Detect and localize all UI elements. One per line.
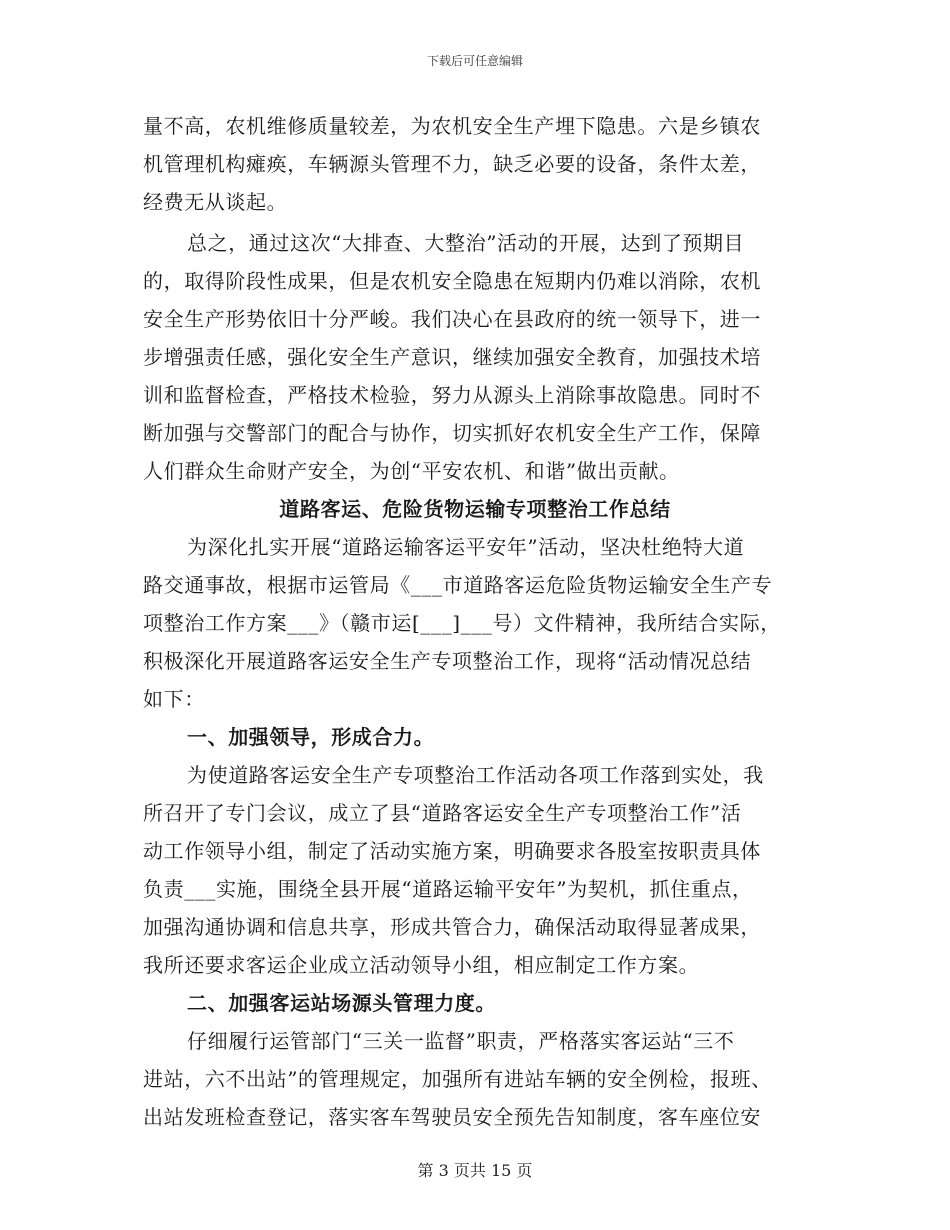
text-line: 人们群众生命财产安全，为创“平安农机、和谐”做出贡献。 — [143, 459, 680, 483]
text-line: 断加强与交警部门的配合与协作，切实抓好农机安全生产工作，保障 — [143, 421, 761, 445]
text-line: 我所还要求客运企业成立活动领导小组，相应制定工作方案。 — [143, 953, 700, 977]
text-line: 机管理机构瘫痪，车辆源头管理不力，缺乏必要的设备，条件太差， — [143, 152, 761, 176]
text-line: 负责___实施，围绕全县开展“道路运输平安年”为契机，抓住重点， — [143, 877, 753, 901]
page-header: 下载后可任意编辑 — [426, 54, 523, 68]
text-line: 所召开了专门会议，成立了县“道路客运安全生产专项整治工作”活 — [143, 801, 742, 825]
paragraph-4 — [143, 759, 807, 987]
text-line: 积极深化开展道路客运安全生产专项整治工作，现将“活动情况总结 — [143, 649, 752, 673]
text-line: 加强沟通协调和信息共享，形成共管合力，确保活动取得显著成果， — [143, 915, 761, 939]
text-line: 出站发班检查登记，落实客车驾驶员安全预先告知制度，客车座位安 — [143, 1105, 761, 1129]
heading-2: 二、加强客运站场源头管理力度。 — [187, 991, 496, 1015]
text-line: 量不高，农机维修质量较差，为农机安全生产埋下隐患。六是乡镇农 — [143, 114, 761, 138]
text-line: 进站，六不出站”的管理规定，加强所有进站车辆的安全例检，报班、 — [143, 1067, 772, 1091]
text-line: 总之，通过这次“大排查、大整治”活动的开展，达到了预期目 — [187, 231, 745, 255]
text-line: 动工作领导小组，制定了活动实施方案，明确要求各股室按职责具体 — [143, 839, 761, 863]
text-line: 经费无从谈起。 — [143, 190, 288, 214]
text-line: 步增强责任感，强化安全生产意识，继续加强安全教育，加强技术培 — [143, 345, 761, 369]
text-line: 为使道路客运安全生产专项整治工作活动各项工作落到实处，我 — [187, 763, 764, 787]
paragraph-1 — [143, 110, 807, 227]
text-line: 如下： — [143, 687, 205, 711]
text-line: 的，取得阶段性成果，但是农机安全隐患在短期内仍难以消除，农机 — [143, 269, 761, 293]
document-body — [143, 110, 807, 1133]
page-footer: 第 3 页共 15 页 — [417, 1161, 533, 1180]
text-line: 项整治工作方案___》（赣市运[___]___号）文件精神，我所结合实际， — [143, 611, 781, 635]
paragraph-2 — [143, 227, 807, 493]
heading-1: 一、加强领导，形成合力。 — [187, 725, 435, 749]
text-line: 安全生产形势依旧十分严峻。我们决心在县政府的统一领导下，进一 — [143, 307, 761, 331]
paragraph-5 — [143, 1025, 807, 1133]
text-line: 训和监督检查，严格技术检验，努力从源头上消除事故隐患。同时不 — [143, 383, 761, 407]
text-line: 为深化扎实开展“道路运输客运平安年”活动，坚决杜绝特大道 — [187, 535, 745, 559]
text-line: 仔细履行运管部门“三关一监督”职责，严格落实客运站“三不 — [187, 1029, 735, 1053]
text-line: 路交通事故，根据市运管局《___市道路客运危险货物运输安全生产专 — [143, 573, 773, 597]
paragraph-3 — [143, 531, 807, 721]
section-title: 道路客运、危险货物运输专项整治工作总结 — [279, 497, 671, 521]
